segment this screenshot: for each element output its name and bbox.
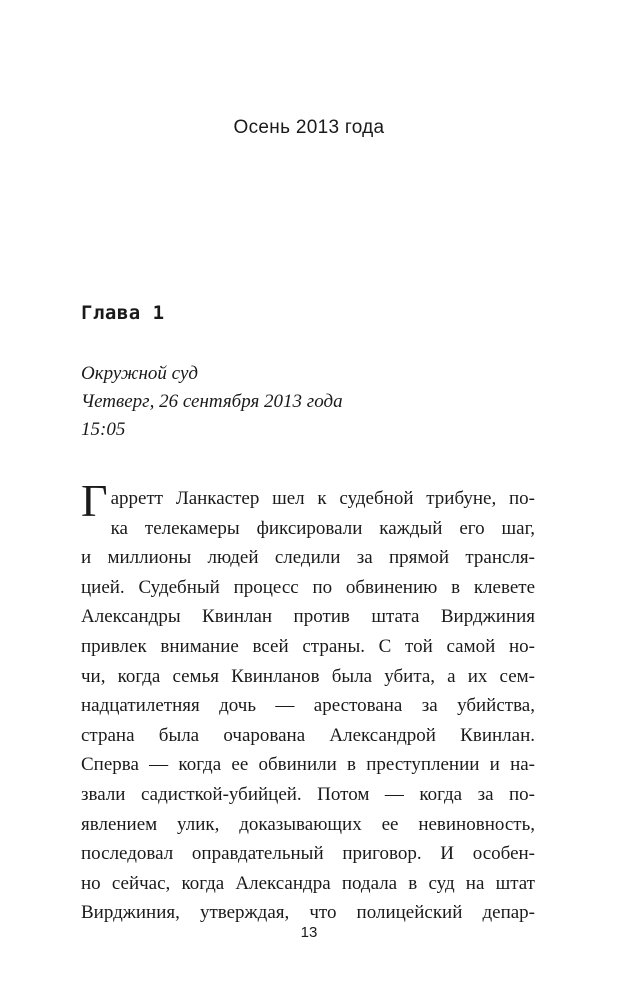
body-line: цией. Судебный процесс по обвинению в клевете [81, 576, 535, 598]
body-line: привлек внимание всей страны. С той самой но- [81, 635, 535, 657]
chapter-title: Глава 1 [81, 302, 165, 324]
chapter-dateline [81, 360, 343, 444]
drop-cap: Г [81, 475, 108, 526]
body-line-1-text: арретт Ланкастер шел к судебной трибуне, по- [110, 488, 535, 509]
body-line: последовал оправдательный приговор. И особен- [81, 843, 535, 865]
body-line: надцатилетняя дочь — арестована за убийства, [81, 695, 535, 717]
dateline-location: Окружной суд [81, 363, 198, 384]
body-line: Сперва — когда ее обвинили в преступлении и на- [81, 754, 535, 776]
body-line: ка телекамеры фиксировали каждый его шаг, [110, 517, 535, 539]
body-line: но сейчас, когда Александра подала в суд на штат [81, 872, 535, 894]
body-line: звали садисткой-убийцей. Потом — когда за по- [81, 783, 535, 805]
body-line: страна была очарована Александрой Квинлан. [81, 724, 535, 746]
dateline-date: Четверг, 26 сентября 2013 года [81, 391, 343, 412]
body-line: и миллионы людей следили за прямой трансля- [81, 547, 535, 569]
part-title: Осень 2013 года [233, 117, 385, 138]
body-line: чи, когда семья Квинланов была убита, а их сем- [81, 665, 535, 687]
dateline-time: 15:05 [81, 419, 126, 440]
body-line: Вирджиния, утверждая, что полицейский депар- [81, 902, 535, 924]
body-line: Александры Квинлан против штата Вирджиния [81, 606, 535, 628]
body-line-1 [81, 475, 535, 526]
page-number: 13 [300, 924, 318, 941]
body-text [81, 475, 535, 928]
body-line: явлением улик, доказывающих ее невиновность, [81, 813, 535, 835]
